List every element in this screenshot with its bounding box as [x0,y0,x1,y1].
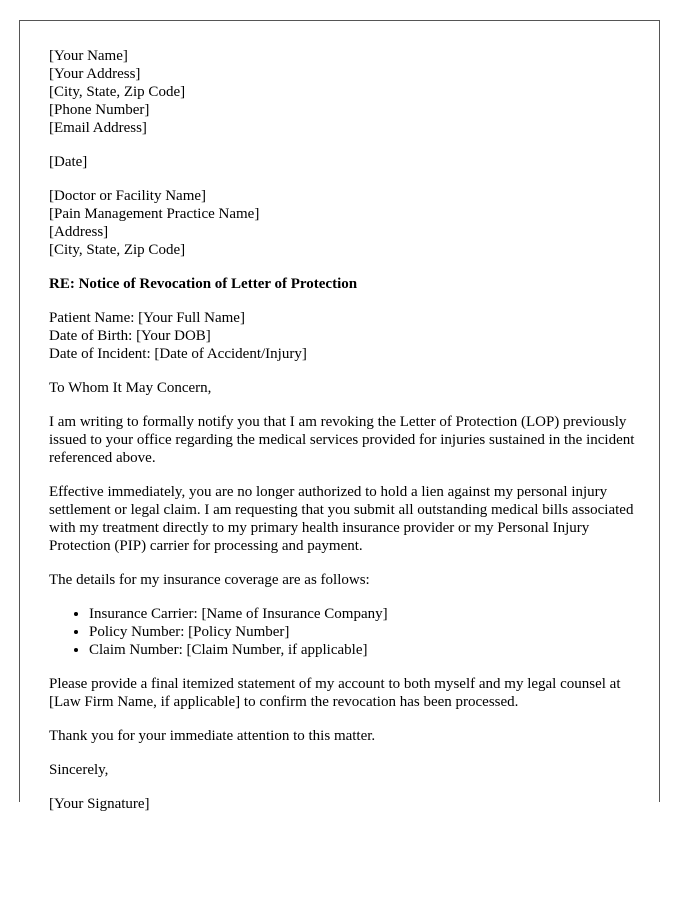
recipient-practice: [Pain Management Practice Name] [49,206,260,222]
paragraph-thanks: Thank you for your immediate attention to this matter. [49,728,376,744]
coverage-item-policy: • Policy Number: [Policy Number] [89,623,639,641]
letter-page [19,20,660,812]
sender-city-state-zip: [City, State, Zip Code] [49,84,186,100]
sender-email: [Email Address] [49,120,147,136]
recipient-city-state-zip: [City, State, Zip Code] [49,242,186,258]
paragraph-lien-revocation: Effective immediately, you are no longer authorized to hold a lien against my personal injury settlement or legal claim. I am requesting that you submit all outstanding medical bills associated with my treatment directly to my primary health insurance provider or my Personal Injury Protection (PIP) carrier for processing and payment. [49,484,634,554]
salutation: To Whom It May Concern, [49,380,212,396]
patient-incident-date: Date of Incident: [Date of Accident/Injury] [49,346,307,362]
paragraph-revocation-notice: I am writing to formally notify you that I am revoking the Letter of Protection (LOP) previously issued to your office regarding the medical services provided for injuries sustained in the incident referenced above. [49,414,635,466]
patient-dob: Date of Birth: [Your DOB] [49,328,211,344]
paragraph-statement-request: Please provide a final itemized statement of my account to both myself and my legal counsel at [Law Firm Name, if applicable] to confirm the revocation has been processed. [49,676,621,710]
sender-phone: [Phone Number] [49,102,150,118]
letter-date: [Date] [49,154,88,170]
patient-name: Patient Name: [Your Full Name] [49,310,245,326]
recipient-name: [Doctor or Facility Name] [49,188,207,204]
patient-info-block [49,309,639,363]
coverage-item-claim: • Claim Number: [Claim Number, if applicable] [89,641,639,659]
date-block [49,153,639,171]
coverage-item-carrier: • Insurance Carrier: [Name of Insurance Company] [89,605,639,623]
recipient-block [49,187,639,259]
sender-address: [Your Address] [49,66,141,82]
sender-block [49,47,639,137]
letter-body [49,47,639,829]
sender-name: [Your Name] [49,48,128,64]
coverage-list [49,605,639,659]
subject-line: RE: Notice of Revocation of Letter of Protection [49,276,358,292]
recipient-address: [Address] [49,224,109,240]
closing: Sincerely, [49,762,109,778]
paragraph-coverage-intro: The details for my insurance coverage are as follows: [49,572,370,588]
signature: [Your Signature] [49,796,150,812]
